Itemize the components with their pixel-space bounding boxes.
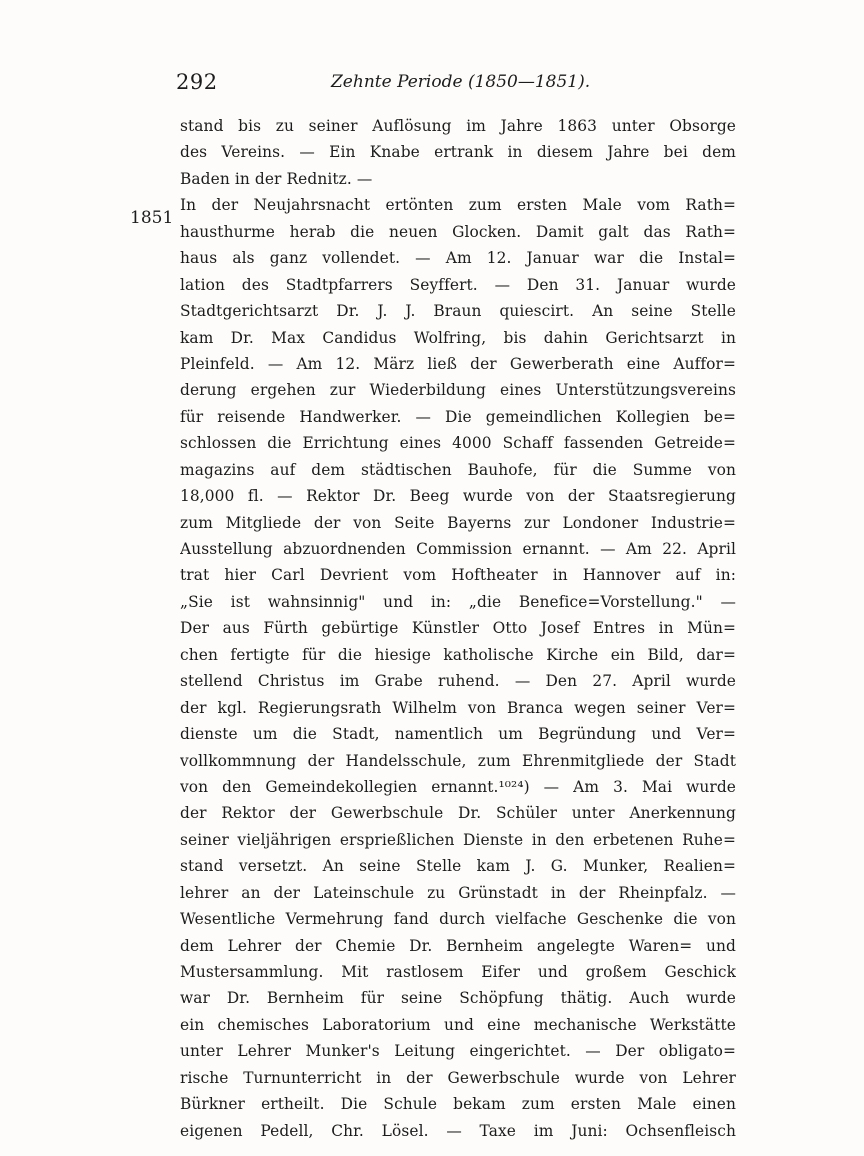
text-line: Baden in der Rednitz. — xyxy=(180,169,373,188)
text-line: ein chemisches Laboratorium und eine mechanische Werkstätte xyxy=(180,1015,736,1034)
text-line: stand versetzt. An seine Stelle kam J. G. Munker, Realien= xyxy=(180,857,736,876)
text-line: trat hier Carl Devrient vom Hoftheater in Hannover auf in: xyxy=(180,566,736,585)
text-line: Pleinfeld. — Am 12. März ließ der Gewerberath eine Auffor= xyxy=(180,354,736,373)
text-line: für reisende Handwerker. — Die gemeindlichen Kollegien be= xyxy=(180,407,736,426)
text-line: magazins auf dem städtischen Bauhofe, für die Summe von xyxy=(180,460,736,479)
text-line: Bürkner ertheilt. Die Schule bekam zum ersten Male einen xyxy=(180,1095,736,1114)
text-line: stand bis zu seiner Auflösung im Jahre 1863 unter Obsorge xyxy=(180,117,736,135)
text-line: lation des Stadtpfarrers Seyffert. — Den 31. Januar wurde xyxy=(180,275,736,294)
text-line: Der aus Fürth gebürtige Künstler Otto Josef Entres in Mün= xyxy=(180,619,736,638)
text-line: lehrer an der Lateinschule zu Grünstadt in der Rheinpfalz. — xyxy=(180,883,736,902)
text-line: vollkommnung der Handelsschule, zum Ehrenmitgliede der Stadt xyxy=(180,751,736,770)
text-line: von den Gemeindekollegien ernannt.¹⁰²⁴) — Am 3. Mai wurde xyxy=(180,777,736,796)
page-header xyxy=(176,70,736,98)
text-line: hausthurme herab die neuen Glocken. Damit galt das Rath= xyxy=(180,222,736,241)
text-line: Wesentliche Vermehrung fand durch vielfache Geschenke die von xyxy=(180,910,736,929)
text-line: 18,000 fl. — Rektor Dr. Beeg wurde von der Staatsregierung xyxy=(180,487,736,506)
text-line: chen fertigte für die hiesige katholische Kirche ein Bild, dar= xyxy=(180,645,736,664)
body-text xyxy=(180,113,736,1144)
text-line: dienste um die Stadt, namentlich um Begründung und Ver= xyxy=(180,725,736,744)
text-line: dem Lehrer der Chemie Dr. Bernheim angelegte Waren= und xyxy=(180,936,736,955)
text-line: des Vereins. — Ein Knabe ertrank in diesem Jahre bei dem xyxy=(180,143,736,162)
text-line: Stadtgerichtsarzt Dr. J. J. Braun quiescirt. An seine Stelle xyxy=(180,302,736,321)
text-line: Mustersammlung. Mit rastlosem Eifer und großem Geschick xyxy=(180,963,736,981)
text-line: rische Turnunterricht in der Gewerbschule wurde von Lehrer xyxy=(180,1068,736,1087)
margin-year-note: 1851 xyxy=(130,208,174,228)
text-line: „Sie ist wahnsinnig" und in: „die Benefice=Vorstellung." — xyxy=(180,592,736,611)
text-line: unter Lehrer Munker's Leitung eingerichtet. — Der obligato= xyxy=(180,1042,736,1061)
text-line: kam Dr. Max Candidus Wolfring, bis dahin Gerichtsarzt in xyxy=(180,328,736,347)
text-line: derung ergehen zur Wiederbildung eines Unterstützungsvereins xyxy=(180,381,736,400)
text-line: Ausstellung abzuordnenden Commission ernannt. — Am 22. April xyxy=(180,540,736,558)
text-line: schlossen die Errichtung eines 4000 Schaff fassenden Getreide= xyxy=(180,434,736,453)
text-line: der kgl. Regierungsrath Wilhelm von Branca wegen seiner Ver= xyxy=(180,698,736,717)
text-line: stellend Christus im Grabe ruhend. — Den 27. April wurde xyxy=(180,672,736,691)
text-line: seiner vieljährigen ersprießlichen Dienste in den erbetenen Ruhe= xyxy=(180,830,736,849)
page-number: 292 xyxy=(176,70,218,94)
text-line: eigenen Pedell, Chr. Lösel. — Taxe im Juni: Ochsenfleisch xyxy=(180,1121,736,1140)
text-line: der Rektor der Gewerbschule Dr. Schüler unter Anerkennung xyxy=(180,804,736,823)
text-line: haus als ganz vollendet. — Am 12. Januar war die Instal= xyxy=(180,249,736,268)
text-line: zum Mitgliede der von Seite Bayerns zur Londoner Industrie= xyxy=(180,513,736,532)
text-line: war Dr. Bernheim für seine Schöpfung thätig. Auch wurde xyxy=(180,989,736,1008)
text-line: In der Neujahrsnacht ertönten zum ersten Male vom Rath= xyxy=(180,196,736,215)
running-head: Zehnte Periode (1850—1851). xyxy=(331,72,591,92)
